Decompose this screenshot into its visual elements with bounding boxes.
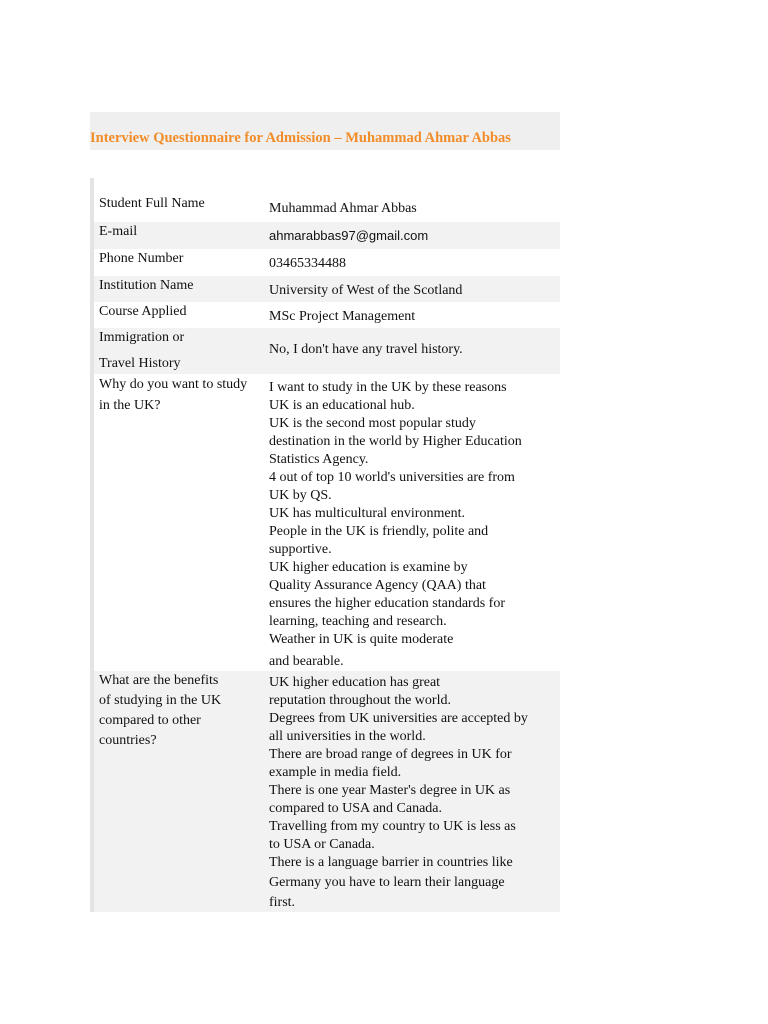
why-uk-label-line: Why do you want to study	[99, 377, 248, 392]
answer-line: There is one year Master's degree in UK as	[269, 783, 511, 798]
benefits-label	[94, 671, 269, 912]
why-uk-label	[94, 374, 269, 671]
institution-label: Institution Name	[99, 278, 194, 293]
benefits-answer	[269, 671, 560, 912]
answer-line: all universities in the world.	[269, 729, 426, 744]
answer-line: Weather in UK is quite moderate	[269, 632, 454, 647]
answer-line: learning, teaching and research.	[269, 614, 447, 629]
row-course	[94, 302, 560, 328]
row-benefits	[94, 671, 560, 912]
answer-line: Germany you have to learn their language	[269, 875, 505, 890]
student-name-label: Student Full Name	[99, 196, 205, 211]
answer-line: UK higher education is examine by	[269, 560, 468, 575]
course-label: Course Applied	[99, 304, 187, 319]
answer-line: first.	[269, 895, 296, 910]
row-phone	[94, 249, 560, 276]
benefits-label-line: compared to other	[99, 713, 201, 728]
benefits-label-line: of studying in the UK	[99, 693, 222, 708]
student-name-value: Muhammad Ahmar Abbas	[269, 201, 417, 216]
benefits-label-line: countries?	[99, 733, 157, 748]
travel-label	[94, 328, 269, 374]
answer-line: UK by QS.	[269, 488, 332, 503]
answer-line: Degrees from UK universities are accepted by	[269, 711, 528, 726]
travel-label-line: Travel History	[99, 356, 181, 371]
answer-line: UK has multicultural environment.	[269, 506, 465, 521]
travel-label-line: Immigration or	[99, 330, 185, 345]
answer-line: There are broad range of degrees in UK for	[269, 747, 512, 762]
why-uk-label-line: in the UK?	[99, 398, 161, 413]
answer-line: compared to USA and Canada.	[269, 801, 443, 816]
answer-line: I want to study in the UK by these reasons	[269, 380, 507, 395]
answer-line: UK higher education has great	[269, 675, 441, 690]
answer-line: destination in the world by Higher Education	[269, 434, 522, 449]
row-email	[94, 222, 560, 249]
answer-line: ensures the higher education standards for	[269, 596, 505, 611]
row-student-name	[94, 178, 560, 222]
answer-line: reputation throughout the world.	[269, 693, 451, 708]
questionnaire-table	[90, 178, 560, 912]
email-label: E-mail	[99, 224, 138, 239]
title-band	[90, 112, 560, 150]
answer-line: Statistics Agency.	[269, 452, 369, 467]
answer-line: to USA or Canada.	[269, 837, 375, 852]
answer-line: UK is an educational hub.	[269, 398, 415, 413]
answer-line: There is a language barrier in countries like	[269, 855, 513, 870]
institution-value: University of West of the Scotland	[269, 283, 463, 298]
benefits-label-line: What are the benefits	[99, 673, 219, 688]
phone-label: Phone Number	[99, 251, 184, 266]
course-value: MSc Project Management	[269, 309, 416, 324]
row-institution	[94, 276, 560, 302]
phone-value: 03465334488	[269, 256, 346, 271]
answer-line: People in the UK is friendly, polite and	[269, 524, 489, 539]
travel-value: No, I don't have any travel history.	[269, 342, 463, 357]
answer-line: 4 out of top 10 world's universities are from	[269, 470, 515, 485]
why-uk-answer	[269, 374, 560, 671]
answer-line: example in media field.	[269, 765, 402, 780]
row-why-uk	[94, 374, 560, 671]
answer-line: supportive.	[269, 542, 332, 557]
document-title: Interview Questionnaire for Admission – Muhammad Ahmar Abbas	[90, 130, 511, 146]
answer-line: UK is the second most popular study	[269, 416, 476, 431]
email-value: ahmarabbas97@gmail.com	[269, 228, 429, 243]
row-travel	[94, 328, 560, 374]
answer-line: Quality Assurance Agency (QAA) that	[269, 578, 486, 593]
answer-line: Travelling from my country to UK is less as	[269, 819, 516, 834]
answer-line: and bearable.	[269, 654, 344, 669]
